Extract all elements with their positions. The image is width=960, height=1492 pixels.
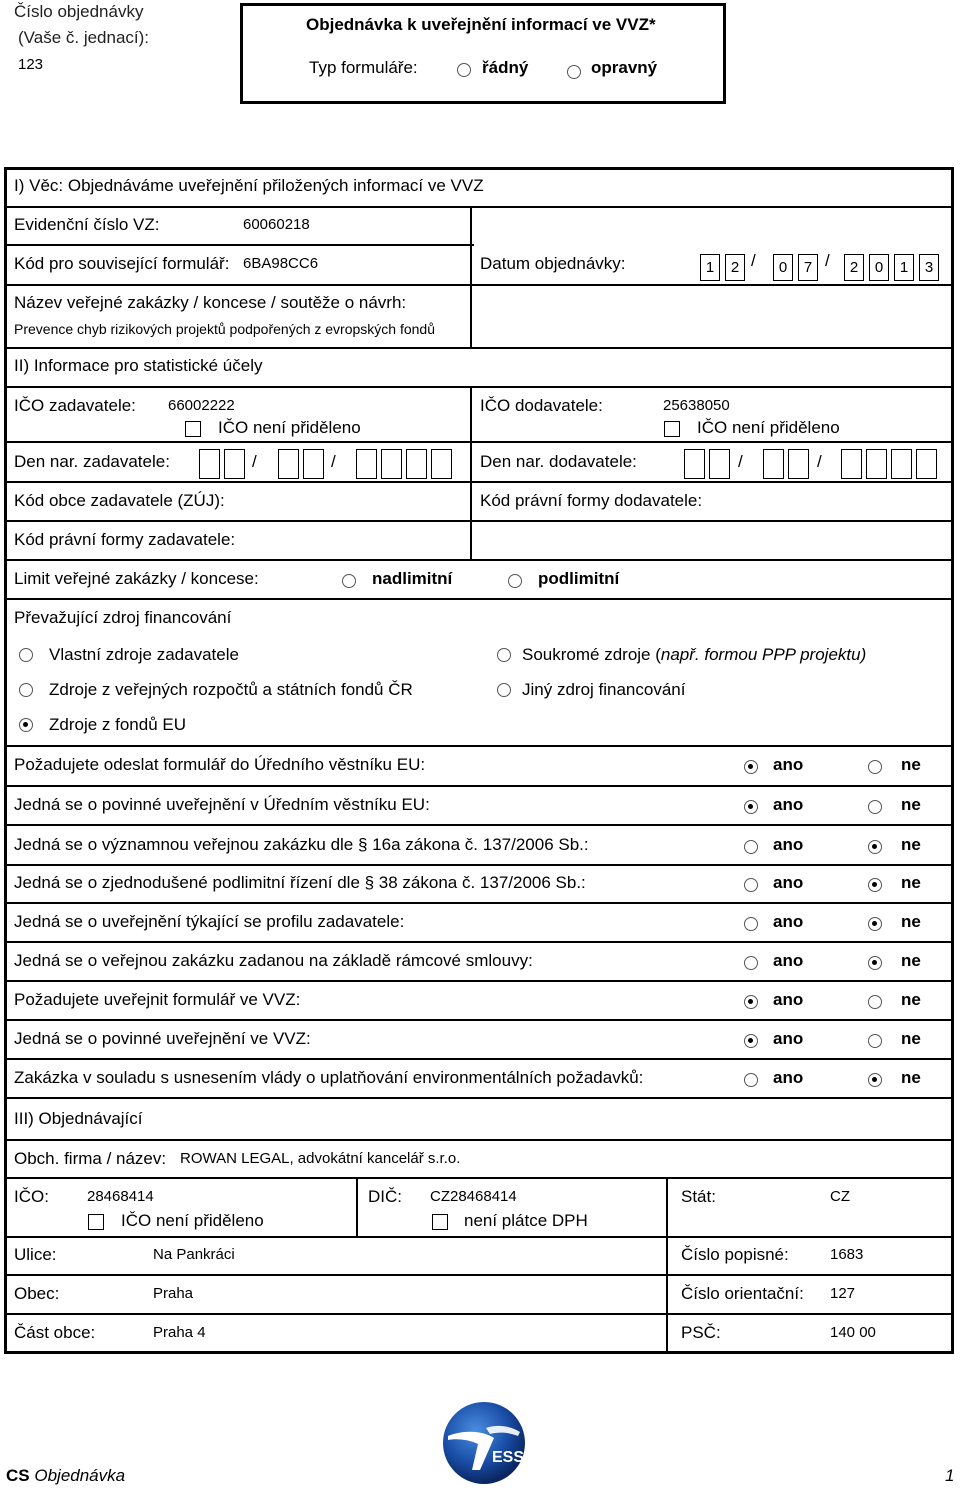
funding-private-radio[interactable] [497, 648, 511, 662]
ico-not-assigned-label: IČO není přiděleno [121, 1211, 264, 1230]
answer-yes-radio[interactable] [744, 1073, 758, 1087]
evidence-number-value[interactable]: 60060218 [243, 216, 310, 233]
logo-text: ESS [492, 1449, 525, 1466]
divider [4, 785, 954, 787]
answer-no-radio[interactable] [868, 1073, 882, 1087]
answer-no-radio[interactable] [868, 1034, 882, 1048]
question-text: Jedná se o povinné uveřejnění ve VVZ: [14, 1029, 311, 1048]
form-type-label: Typ formuláře: [309, 58, 418, 77]
ico-label: IČO: [14, 1187, 49, 1206]
divider [4, 1139, 954, 1141]
divider [4, 824, 954, 826]
answer-no-label: ne [901, 755, 921, 774]
date-separator: / [252, 452, 257, 471]
answer-yes-label: ano [773, 1068, 804, 1087]
birthdate-cell[interactable] [866, 449, 887, 479]
birthdate-cell[interactable] [406, 449, 427, 479]
related-form-label: Kód pro související formulář: [14, 254, 230, 273]
divider [4, 441, 954, 443]
section-2-title: II) Informace pro statistické účely [14, 356, 263, 375]
section-3-title: III) Objednávající [14, 1109, 143, 1128]
district-label: Část obce: [14, 1323, 96, 1342]
order-date-digit[interactable]: 2 [844, 254, 864, 281]
street-label: Ulice: [14, 1245, 57, 1264]
column-divider [470, 386, 472, 559]
ico-contracting-value[interactable]: 66002222 [168, 397, 235, 414]
limit-above-label: nadlimitní [372, 569, 453, 588]
company-name-value[interactable]: ROWAN LEGAL, advokátní kancelář s.r.o. [180, 1150, 461, 1167]
funding-own-label: Vlastní zdroje zadavatele [49, 645, 239, 664]
answer-no-label: ne [901, 835, 921, 854]
orientation-number-label: Číslo orientační: [681, 1284, 804, 1303]
ico-value[interactable]: 28468414 [87, 1188, 154, 1205]
city-value[interactable]: Praha [153, 1285, 194, 1302]
birthdate-cell[interactable] [303, 449, 324, 479]
funding-eu-label: Zdroje z fondů EU [49, 715, 187, 734]
funding-public-label: Zdroje z veřejných rozpočtů a státních fondů ČR [49, 680, 413, 699]
divider [4, 864, 954, 866]
funding-title: Převažující zdroj financování [14, 608, 232, 627]
limit-below-label: podlimitní [538, 569, 620, 588]
birthdate-cell[interactable] [763, 449, 784, 479]
form-type-correction-radio[interactable] [567, 65, 581, 79]
question-text: Jedná se o veřejnou zakázku zadanou na základě rámcové smlouvy: [14, 951, 533, 970]
ico-supplier-not-assigned-checkbox[interactable] [664, 421, 680, 437]
related-form-value[interactable]: 6BA98CC6 [243, 255, 319, 272]
ico-not-assigned-checkbox[interactable] [88, 1214, 104, 1230]
not-vat-payer-checkbox[interactable] [432, 1214, 448, 1230]
answer-yes-radio[interactable] [744, 800, 758, 814]
divider [4, 1058, 954, 1060]
municipality-code-label: Kód obce zadavatele (ZÚJ): [14, 491, 225, 510]
order-date-digit[interactable]: 2 [725, 254, 745, 281]
form-type-regular-radio[interactable] [457, 63, 471, 77]
order-date-digit[interactable]: 1 [894, 254, 914, 281]
answer-no-label: ne [901, 1029, 921, 1048]
divider [4, 347, 954, 349]
funding-eu-radio[interactable] [19, 718, 33, 732]
ico-not-assigned-label: IČO není přiděleno [218, 418, 361, 437]
answer-no-label: ne [901, 912, 921, 931]
funding-private-text: Soukromé zdroje ( [522, 645, 661, 664]
answer-yes-radio[interactable] [744, 760, 758, 774]
question-text: Zakázka v souladu s usnesením vlády o uplatňování environmentálních požadavků: [14, 1068, 644, 1087]
dic-label: DIČ: [368, 1187, 402, 1206]
answer-no-label: ne [901, 795, 921, 814]
divider [4, 284, 954, 286]
evidence-number-label: Evidenční číslo VZ: [14, 215, 160, 234]
divider [4, 980, 954, 982]
divider [4, 1177, 954, 1179]
question-text: Jedná se o povinné uveřejnění v Úředním věstníku EU: [14, 795, 430, 814]
birthdate-cell[interactable] [431, 449, 452, 479]
divider [4, 745, 954, 747]
date-separator: / [331, 452, 336, 471]
birthdate-cell[interactable] [916, 449, 937, 479]
answer-yes-radio[interactable] [744, 995, 758, 1009]
contract-limit-label: Limit veřejné zakázky / koncese: [14, 569, 259, 588]
divider [4, 481, 954, 483]
divider [4, 206, 954, 208]
column-divider [666, 1177, 668, 1354]
order-date-digit[interactable]: 0 [869, 254, 889, 281]
birthdate-contracting-label: Den nar. zadavatele: [14, 452, 170, 471]
zip-value[interactable]: 140 00 [830, 1324, 876, 1341]
answer-yes-radio[interactable] [744, 840, 758, 854]
city-label: Obec: [14, 1284, 60, 1303]
answer-yes-radio[interactable] [744, 956, 758, 970]
state-value[interactable]: CZ [830, 1188, 850, 1205]
house-number-label: Číslo popisné: [681, 1245, 789, 1264]
birthdate-supplier-label: Den nar. dodavatele: [480, 452, 637, 471]
birthdate-cell[interactable] [278, 449, 299, 479]
answer-yes-radio[interactable] [744, 1034, 758, 1048]
question-text: Požadujete odeslat formulář do Úředního věstníku EU: [14, 755, 426, 774]
birthdate-cell[interactable] [356, 449, 377, 479]
funding-public-radio[interactable] [19, 683, 33, 697]
answer-yes-label: ano [773, 951, 804, 970]
zip-label: PSČ: [681, 1323, 721, 1342]
order-number-label: Číslo objednávky [14, 2, 144, 21]
footer-doc-label [6, 1466, 125, 1486]
column-divider [470, 206, 472, 347]
funding-private-note: např. formou PPP projektu) [660, 645, 867, 664]
answer-no-label: ne [901, 951, 921, 970]
ico-contracting-not-assigned-checkbox[interactable] [185, 421, 201, 437]
footer-page-number: 1 [945, 1466, 955, 1485]
ico-supplier-value[interactable]: 25638050 [663, 397, 730, 414]
footer-cs: CS [6, 1466, 30, 1485]
orientation-number-value[interactable]: 127 [830, 1285, 856, 1302]
limit-above-radio[interactable] [342, 574, 356, 588]
order-number-label-2: (Vaše č. jednací): [18, 28, 150, 47]
question-text: Jedná se o významnou veřejnou zakázku dle § 16a zákona č. 137/2006 Sb.: [14, 835, 589, 854]
divider [4, 1236, 954, 1238]
contract-name-label: Název veřejné zakázky / koncese / soutěže o návrh: [14, 293, 407, 312]
funding-other-label: Jiný zdroj financování [522, 680, 686, 699]
ico-supplier-label: IČO dodavatele: [480, 396, 603, 415]
divider [4, 1313, 954, 1315]
district-value[interactable]: Praha 4 [153, 1324, 206, 1341]
form-type-correction-label: opravný [591, 58, 658, 77]
date-separator: / [825, 251, 830, 270]
answer-no-label: ne [901, 1068, 921, 1087]
not-vat-payer-label: není plátce DPH [464, 1211, 588, 1230]
contract-name-value[interactable]: Prevence chyb rizikových projektů podpořených z evropských fondů [14, 321, 435, 337]
birthdate-cell[interactable] [684, 449, 705, 479]
answer-no-label: ne [901, 990, 921, 1009]
answer-yes-radio[interactable] [744, 878, 758, 892]
company-name-label: Obch. firma / název: [14, 1149, 167, 1168]
divider [4, 598, 954, 600]
answer-yes-label: ano [773, 912, 804, 931]
answer-no-radio[interactable] [868, 878, 882, 892]
question-text: Požadujete uveřejnit formulář ve VVZ: [14, 990, 301, 1009]
answer-yes-label: ano [773, 990, 804, 1009]
divider [4, 902, 954, 904]
answer-yes-label: ano [773, 795, 804, 814]
divider [4, 1274, 954, 1276]
ess-logo [442, 1400, 526, 1486]
legal-form-contracting-label: Kód právní formy zadavatele: [14, 530, 236, 549]
answer-yes-label: ano [773, 1029, 804, 1048]
answer-yes-label: ano [773, 873, 804, 892]
answer-no-radio[interactable] [868, 840, 882, 854]
divider [4, 520, 954, 522]
date-separator: / [751, 251, 756, 270]
answer-no-radio[interactable] [868, 956, 882, 970]
answer-yes-label: ano [773, 835, 804, 854]
limit-below-radio[interactable] [508, 574, 522, 588]
date-separator: / [817, 452, 822, 471]
order-date-digit[interactable]: 3 [919, 254, 939, 281]
birthdate-cell[interactable] [841, 449, 862, 479]
answer-no-radio[interactable] [868, 760, 882, 774]
order-date-digit[interactable]: 7 [798, 254, 818, 281]
divider [4, 1019, 954, 1021]
order-date-digit[interactable]: 1 [700, 254, 720, 281]
footer-doc-name: Objednávka [34, 1466, 126, 1485]
column-divider [356, 1177, 358, 1236]
ico-contracting-label: IČO zadavatele: [14, 396, 136, 415]
divider [4, 1097, 954, 1099]
ico-not-assigned-label: IČO není přiděleno [697, 418, 840, 437]
question-text: Jedná se o zjednodušené podlimitní řízení dle § 38 zákona č. 137/2006 Sb.: [14, 873, 586, 892]
house-number-value[interactable]: 1683 [830, 1246, 864, 1263]
order-number-value[interactable]: 123 [18, 56, 44, 73]
funding-own-radio[interactable] [19, 648, 33, 662]
dic-value[interactable]: CZ28468414 [430, 1188, 517, 1205]
legal-form-supplier-label: Kód právní formy dodavatele: [480, 491, 703, 510]
divider [4, 941, 954, 943]
header-title: Objednávka k uveřejnění informací ve VVZ* [306, 15, 656, 34]
answer-no-radio[interactable] [868, 917, 882, 931]
answer-yes-label: ano [773, 755, 804, 774]
divider [4, 386, 954, 388]
ess-logo-graphic [442, 1400, 526, 1486]
birthdate-cell[interactable] [788, 449, 809, 479]
divider [4, 244, 474, 246]
birthdate-cell[interactable] [199, 449, 220, 479]
answer-yes-radio[interactable] [744, 917, 758, 931]
state-label: Stát: [681, 1187, 716, 1206]
question-text: Jedná se o uveřejnění týkající se profilu zadavatele: [14, 912, 405, 931]
divider [4, 559, 954, 561]
order-date-label: Datum objednávky: [480, 254, 626, 273]
answer-no-label: ne [901, 873, 921, 892]
street-value[interactable]: Na Pankráci [153, 1246, 235, 1263]
section-1-title: I) Věc: Objednáváme uveřejnění přiložených informací ve VVZ [14, 176, 484, 195]
answer-no-radio[interactable] [868, 800, 882, 814]
order-date-digit[interactable]: 0 [773, 254, 793, 281]
birthdate-cell[interactable] [891, 449, 912, 479]
birthdate-cell[interactable] [709, 449, 730, 479]
birthdate-cell[interactable] [224, 449, 245, 479]
funding-private-label [522, 645, 866, 665]
answer-no-radio[interactable] [868, 995, 882, 1009]
form-type-regular-label: řádný [482, 58, 529, 77]
funding-other-radio[interactable] [497, 683, 511, 697]
date-separator: / [738, 452, 743, 471]
birthdate-cell[interactable] [381, 449, 402, 479]
